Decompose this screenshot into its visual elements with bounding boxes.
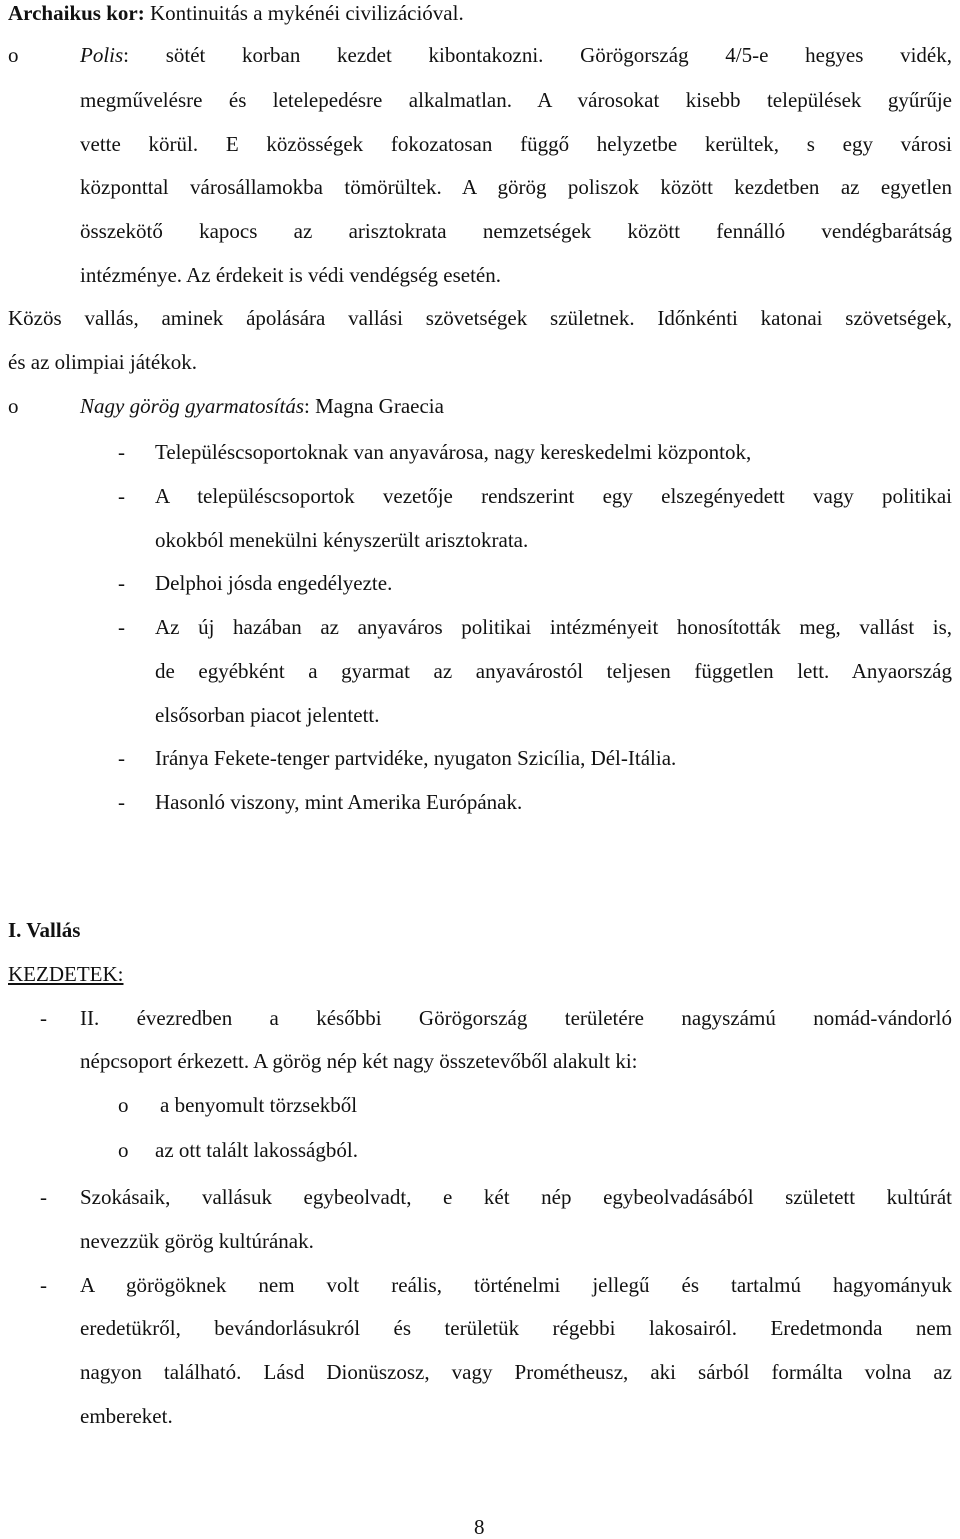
religion-sub-item-1: a benyomult törzsekből [160,1093,358,1117]
bullet-marker: o [8,394,19,418]
religion-bullet-3-line-2: eredetükről, bevándorlásukról és területük régebbi lakosairól. Eredetmonda nem [80,1316,952,1340]
dash-marker: - [40,1273,47,1297]
dash-marker: - [118,484,125,508]
page-number: 8 [474,1515,485,1539]
common-line-2: és az olimpiai játékok. [8,350,197,374]
religion-bullet-3-line-3: nagyon található. Lásd Dionüszosz, vagy Prométheusz, aki sárból formálta volna az [80,1360,952,1384]
polis-line-5: összekötő kapocs az arisztokrata nemzetségek között fennálló vendégbarátság [80,219,952,243]
religion-bullet-1-line-1: II. évezredben a későbbi Görögország területére nagyszámú nomád-vándorló [80,1006,952,1030]
polis-line-2: megművelésre és letelepedésre alkalmatlan. A városokat kisebb települések gyűrűje [80,88,952,112]
religion-bullet-2-line-2: nevezzük görög kultúrának. [80,1229,314,1253]
polis-line-1-rest: : sötét korban kezdet kibontakozni. Görögország 4/5-e hegyes vidék, [123,43,952,67]
dash-marker: - [118,440,125,464]
dash-marker: - [118,571,125,595]
heading-rest: Kontinuitás a mykénéi civilizációval. [144,1,464,25]
subheading-beginnings: KEZDETEK: [8,962,124,986]
religion-bullet-1-line-2: népcsoport érkezett. A görög nép két nagy összetevőből alakult ki: [80,1049,638,1073]
section-heading-archaic [8,1,464,25]
dash-marker: - [118,615,125,639]
colonization-item-4-line-2: de egyébként a gyarmat az anyavárostól teljesen független lett. Anyaország [155,659,952,683]
colonization-item-3: Delphoi jósda engedélyezte. [155,571,393,595]
dash-marker: - [118,790,125,814]
colonization-item-4-line-1: Az új hazában az anyaváros politikai intézményeit honosították meg, vallást is, [155,615,952,639]
colonization-heading [80,394,444,418]
sub-bullet-marker: o [118,1138,129,1162]
religion-sub-item-2: az ott talált lakosságból. [155,1138,358,1162]
heading-bold: Archaikus kor: [8,1,145,25]
polis-line-3: vette körül. E közösségek fokozatosan függő helyzetbe kerültek, s egy városi [80,132,952,156]
dash-marker: - [40,1185,47,1209]
dash-marker: - [40,1006,47,1030]
religion-bullet-3-line-4: embereket. [80,1404,173,1428]
polis-line-4: központtal városállamokba tömörültek. A görög poliszok között kezdetben az egyetlen [80,175,952,199]
polis-term: Polis [80,43,124,67]
polis-line-6: intézménye. Az érdekeit is védi vendégség esetén. [80,263,502,287]
polis-line-1 [80,43,952,67]
colonization-item-2-line-2: okokból menekülni kényszerült arisztokrata. [155,528,529,552]
sub-bullet-marker: o [118,1093,129,1117]
colonization-item-2-line-1: A településcsoportok vezetője rendszerint egy elszegényedett vagy politikai [155,484,952,508]
colonization-item-5: Iránya Fekete-tenger partvidéke, nyugaton Szicília, Dél-Itália. [155,746,677,770]
colonization-item-4-line-3: elsősorban piacot jelentett. [155,703,380,727]
section-heading-religion: I. Vallás [8,918,81,942]
colonization-rest: : Magna Graecia [304,394,444,418]
religion-bullet-2-line-1: Szokásaik, vallásuk egybeolvadt, e két nép egybeolvadásából született kultúrát [80,1185,952,1209]
colonization-term: Nagy görög gyarmatosítás [80,394,305,418]
bullet-marker: o [8,43,19,67]
colonization-item-6: Hasonló viszony, mint Amerika Európának. [155,790,523,814]
common-line-1: Közös vallás, aminek ápolására vallási szövetségek születnek. Időnkénti katonai szövetségek, [8,306,952,330]
religion-bullet-3-line-1: A görögöknek nem volt reális, történelmi jellegű és tartalmú hagyományuk [80,1273,952,1297]
dash-marker: - [118,746,125,770]
colonization-item-1: Településcsoportoknak van anyavárosa, nagy kereskedelmi központok, [155,440,752,464]
